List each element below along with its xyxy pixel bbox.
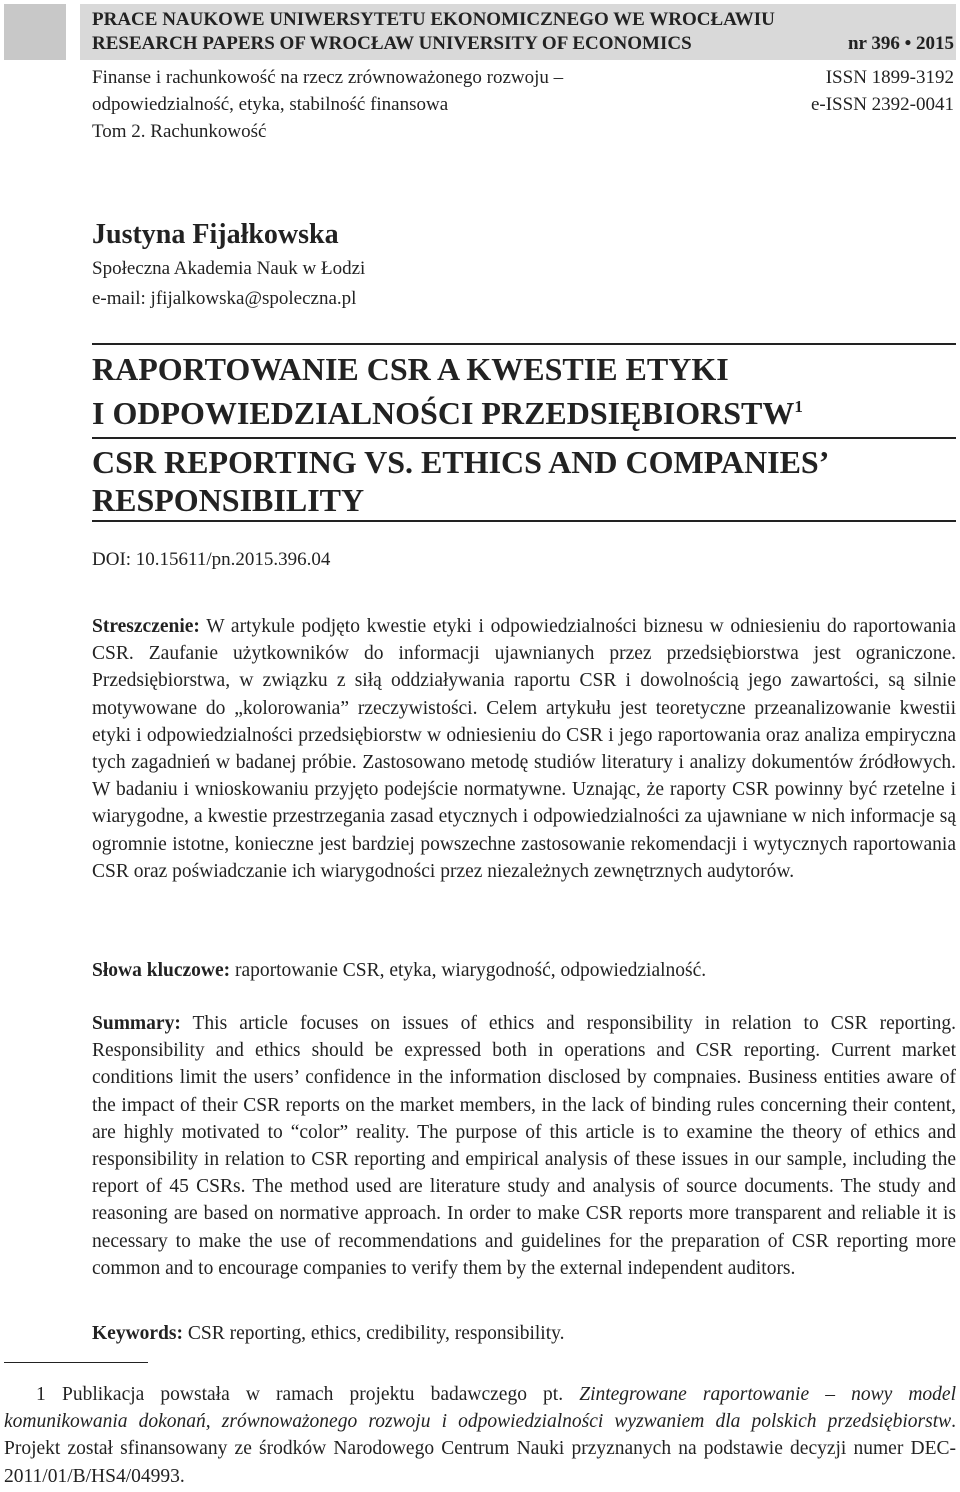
article-title-pl	[92, 350, 803, 432]
title-pl-line-1: RAPORTOWANIE CSR A KWESTIE ETYKI	[92, 351, 729, 387]
series-info	[92, 64, 563, 145]
title-pl-line-2-text: I ODPOWIEDZIALNOŚCI PRZEDSIĘBIORSTW	[92, 395, 795, 431]
title-pl-line-2	[92, 388, 803, 432]
series-line-2: odpowiedzialność, etyka, stabilność finansowa	[92, 94, 449, 115]
issn: ISSN 1899-3192	[825, 67, 954, 88]
journal-title-pl: PRACE NAUKOWE UNIWERSYTETU EKONOMICZNEGO WE WROCŁAWIU	[92, 9, 775, 30]
abstract-en-label: Summary:	[92, 1013, 181, 1034]
abstract-en	[92, 1010, 956, 1282]
abstract-pl-label: Streszczenie:	[92, 616, 200, 637]
keywords-pl	[92, 957, 956, 984]
keywords-en	[92, 1320, 956, 1347]
header-logo-block	[4, 4, 66, 60]
footnote-separator	[4, 1362, 148, 1363]
keywords-en-label: Keywords:	[92, 1323, 183, 1344]
footnote-text-before: Publikacja powstała w ramach projektu badawczego pt.	[62, 1384, 580, 1405]
eissn: e-ISSN 2392-0041	[810, 94, 954, 115]
issn-info	[811, 64, 954, 118]
title-rule-middle	[92, 437, 956, 439]
footnote-project-title: Zintegrowane raportowanie – nowy model komunikowania dokonań, zrównoważonego rozwoju i odpowiedzialności wyzwaniem dla polskich przedsiębiorstw	[4, 1384, 956, 1433]
title-rule-bottom	[92, 520, 956, 522]
abstract-pl	[92, 613, 956, 885]
issue-number: nr 396 • 2015	[847, 33, 954, 54]
series-line-1: Finanse i rachunkowość na rzecz zrównoważonego rozwoju –	[92, 67, 564, 88]
author-email[interactable]: e-mail: jfijalkowska@spoleczna.pl	[92, 288, 357, 309]
title-en-line-2: RESPONSIBILITY	[92, 482, 365, 518]
footnote-number: 1	[36, 1384, 46, 1405]
title-footnote-mark[interactable]: 1	[794, 397, 803, 416]
journal-title-en: RESEARCH PAPERS OF WROCŁAW UNIVERSITY OF ECONOMICS	[92, 33, 692, 54]
footnote	[4, 1381, 956, 1490]
keywords-pl-text: raportowanie CSR, etyka, wiarygodność, odpowiedzialność.	[230, 960, 707, 981]
keywords-en-text: CSR reporting, ethics, credibility, responsibility.	[183, 1323, 565, 1344]
keywords-pl-label: Słowa kluczowe:	[92, 960, 231, 981]
footnote-text-after: . Projekt został sfinansowany ze środków Narodowego Centrum Nauki przyznanych na podstawie decyzji numer DEC-2011/01/B/HS4/04993.	[4, 1411, 956, 1487]
author-name: Justyna Fijałkowska	[92, 219, 339, 250]
title-rule-top	[92, 343, 956, 345]
author-details	[92, 254, 365, 314]
article-title-en	[92, 443, 829, 519]
doi[interactable]: DOI: 10.15611/pn.2015.396.04	[92, 549, 331, 570]
author-affiliation: Społeczna Akademia Nauk w Łodzi	[92, 258, 366, 279]
series-line-3: Tom 2. Rachunkowość	[92, 121, 267, 142]
abstract-en-text: This article focuses on issues of ethics and responsibility in relation to CSR reporting. Responsibility and ethics should be expressed both in operations and CSR reporting. Current market conditions limit the users’ confidence in the information disclosed by compnaies. Business entities aware of the impact of their CSR reports on the market members, in the lack of binding rules concerning their content, are highly motivated to “color” reality. The purpose of this article is to examine the theory of ethics and responsibility in relation to CSR reporting and empirical analysis of these issues in our sample, including the report of 45 CSRs. The method used are literature study and analysis of source documents. The study and reasoning are based on normative approach. In order to make CSR reports more transparent and reliable it is necessary to make the use of recommendations and guidelines for the preparation of CSR reporting more common and to encourage companies to verify them by the external independent auditors.	[92, 1013, 956, 1279]
title-en-line-1: CSR REPORTING VS. ETHICS AND COMPANIES’	[92, 444, 830, 480]
abstract-pl-text: W artykule podjęto kwestie etyki i odpowiedzialności biznesu w odniesieniu do raportowania CSR. Zaufanie użytkowników do informacji ujawnianych przez przedsiębiorstwa jest ograniczone. Przedsiębiorstwa, w związku z siłą oddziaływania raportu CSR i dowolnością jego zawartości, są silnie motywowane do „kolorowania” rzeczywistości. Celem artykułu jest teoretyczne przeanalizowanie kwestii etyki i odpowiedzialności przedsiębiorstw w odniesieniu do CSR i jego raportowania oraz analiza empiryczna tych zagadnień w badanej próbie. Zastosowano metodę studiów literatury i analizy dokumentów źródłowych. W badaniu i wnioskowaniu przyjęto podejście normatywne. Uznając, że raporty CSR powinny być rzetelne i wiarygodne, a kwestie przestrzegania zasad etycznych i odpowiedzialności za ujawniane w nich informacje są ogromnie istotne, konieczne jest bardziej powszechne zastosowanie rekomendacji i wytycznych raportowania CSR oraz poświadczanie ich wiarygodności przez niezależnych zewnętrznych audytorów.	[92, 616, 956, 882]
